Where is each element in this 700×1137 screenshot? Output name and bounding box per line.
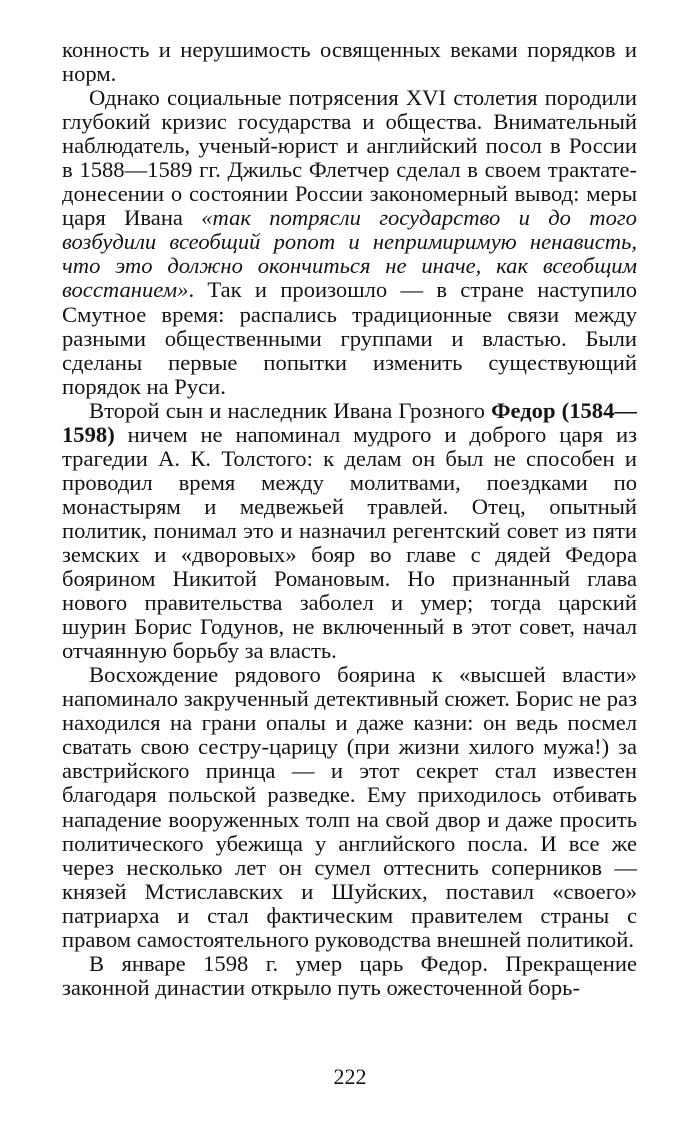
text-run: ничем не напоминал мудрого и доброго царя из трагедии А. К. Толстого: к делам он был не способен и проводил время между молитвами, поездками по монастырям и медвежьей травлей. Отец, опытный политик, понимал это и назначил регентский совет из пяти земских и «дворовых» бояр во главе с дядей Федора боярином Никитой Романовым. Но признанный глава нового правительства заболел и умер; тогда царский шурин Борис Годунов, не включенный в этот совет, начал отчаянную борьбу за власть.	[62, 421, 637, 664]
page-number: 222	[333, 1064, 367, 1089]
paragraph	[62, 663, 637, 952]
paragraph	[62, 38, 637, 86]
paragraph	[62, 952, 637, 1000]
text-run: . Так и произошло — в стране наступило Смутное время: распались традиционные связи между разными общественными группами и властью. Были сделаны первые попытки изменить существующий порядок на Руси.	[62, 277, 637, 399]
text-run: конность и нерушимость освященных веками порядков и норм.	[62, 37, 637, 87]
paragraph	[62, 86, 637, 399]
text-run: В январе 1598 г. умер царь Федор. Прекращение законной династии открыло путь ожесточенной борь-	[62, 950, 637, 1000]
text-run: Однако социальные потрясения XVI столетия породили глубокий кризис государства и общества. Внимательный наблюдатель, ученый-юрист и английский посол в России в 1588—1589 гг. Джильс Флетчер сделал в своем трактате-донесении о состоянии России закономерный вывод: меры царя Ивана	[62, 85, 637, 231]
page-body	[62, 38, 637, 1000]
paragraph	[62, 399, 637, 664]
text-run: Восхождение рядового боярина к «высшей власти» напоминало закрученный детективный сюжет. Борис не раз находился на грани опалы и даже казни: он ведь посмел сватать свою сестру-царицу (при жизни хилого мужа!) за австрийского принца — и этот секрет стал известен благодаря польской разведке. Ему приходилось отбивать нападение вооруженных толп на свой двор и даже просить политического убежища у английского посла. И все же через несколько лет он сумел оттеснить соперников — князей Мстиславских и Шуйских, поставил «своего» патриарха и стал фактическим правителем страны с правом самостоятельного руководства внешней политикой.	[62, 662, 637, 952]
fedor-name-bold: Федор (1584—1598)	[62, 397, 637, 447]
fletcher-quote: «так потрясли государство и до того возбудили всеобщий ропот и непримиримую ненависть, что это должно окончиться не иначе, как всеобщим восстанием»	[62, 205, 637, 303]
text-run: Второй сын и наследник Ивана Грозного	[89, 397, 492, 423]
